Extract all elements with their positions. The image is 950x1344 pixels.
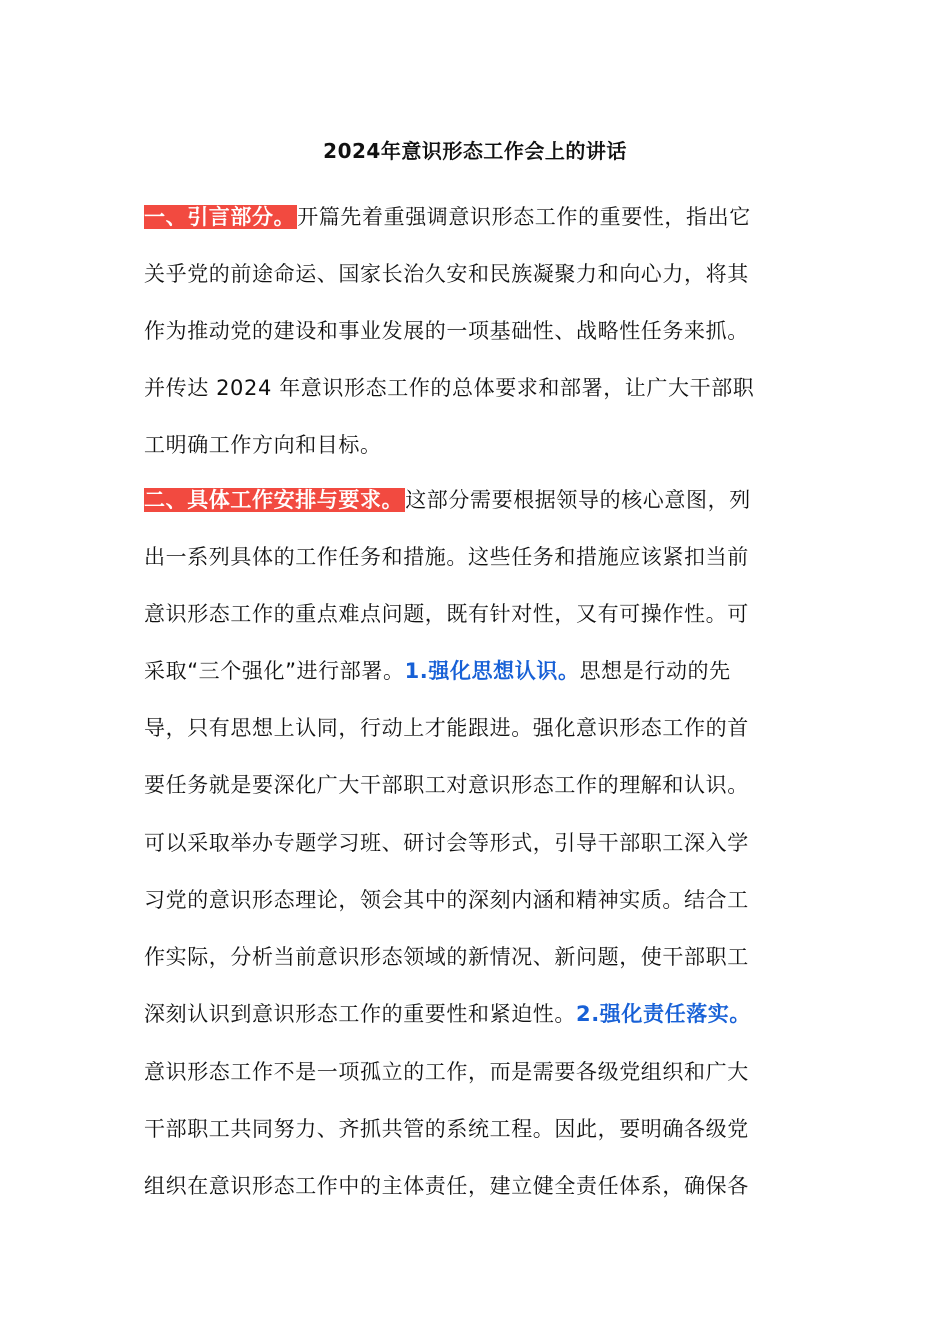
paragraph-line [144, 1052, 814, 1092]
paragraph-line [144, 1109, 814, 1149]
line-text: 开篇先着重强调意识形态工作的重要性，指出它 [297, 205, 751, 229]
paragraph-line [144, 537, 814, 577]
paragraph-line [144, 651, 814, 691]
line-text: 可以采取举办专题学习班、研讨会等形式，引导干部职工深入学 [144, 831, 749, 855]
paragraph-line [144, 254, 814, 294]
line-text: 组织在意识形态工作中的主体责任，建立健全责任体系，确保各 [144, 1174, 749, 1198]
line-text: 深刻认识到意识形态工作的重要性和紧迫性。 [144, 1002, 576, 1026]
line-text: 作实际，分析当前意识形态领域的新情况、新问题，使干部职工 [144, 945, 749, 969]
line-text: 关乎党的前途命运、国家长治久安和民族凝聚力和向心力，将其 [144, 262, 749, 286]
line-text: 出一系列具体的工作任务和措施。这些任务和措施应该紧扣当前 [144, 545, 749, 569]
paragraph-line [144, 708, 814, 748]
subheading-1: 1.强化思想认识。 [404, 659, 580, 683]
paragraph-line [144, 1166, 814, 1206]
line-text: 工明确工作方向和目标。 [144, 433, 382, 457]
paragraph-line [144, 880, 814, 920]
paragraph-line [144, 765, 814, 805]
paragraph-line [144, 594, 814, 634]
subheading-2: 2.强化责任落实。 [576, 1002, 751, 1026]
line-text: 习党的意识形态理论，领会其中的深刻内涵和精神实质。结合工 [144, 888, 749, 912]
paragraph-line [144, 311, 814, 351]
paragraph-line [144, 425, 814, 465]
paragraph-line [144, 368, 814, 408]
paragraph-line [144, 480, 814, 520]
line-text: 导，只有思想上认同，行动上才能跟进。强化意识形态工作的首 [144, 716, 749, 740]
document-title: 2024年意识形态工作会上的讲话 [323, 139, 627, 163]
paragraph-line [144, 994, 814, 1034]
line-text: 这部分需要根据领导的核心意图，列 [405, 488, 751, 512]
paragraph-line [144, 197, 814, 237]
section-heading-2: 二、具体工作安排与要求。 [144, 488, 404, 512]
line-text: 干部职工共同努力、齐抓共管的系统工程。因此，要明确各级党 [144, 1117, 749, 1141]
line-text: 要任务就是要深化广大干部职工对意识形态工作的理解和认识。 [144, 773, 749, 797]
line-text: 意识形态工作的重点难点问题，既有针对性，又有可操作性。可 [144, 602, 749, 626]
line-text: 意识形态工作不是一项孤立的工作，而是需要各级党组织和广大 [144, 1060, 749, 1084]
line-text: 采取“三个强化”进行部署。 [144, 659, 405, 683]
line-text: 作为推动党的建设和事业发展的一项基础性、战略性任务来抓。 [144, 319, 749, 343]
section-heading-1: 一、引言部分。 [144, 205, 296, 229]
paragraph-line [144, 823, 814, 863]
line-text: 思想是行动的先 [579, 659, 731, 683]
paragraph-line [144, 937, 814, 977]
line-text: 并传达 2024 年意识形态工作的总体要求和部署，让广大干部职 [144, 376, 755, 400]
